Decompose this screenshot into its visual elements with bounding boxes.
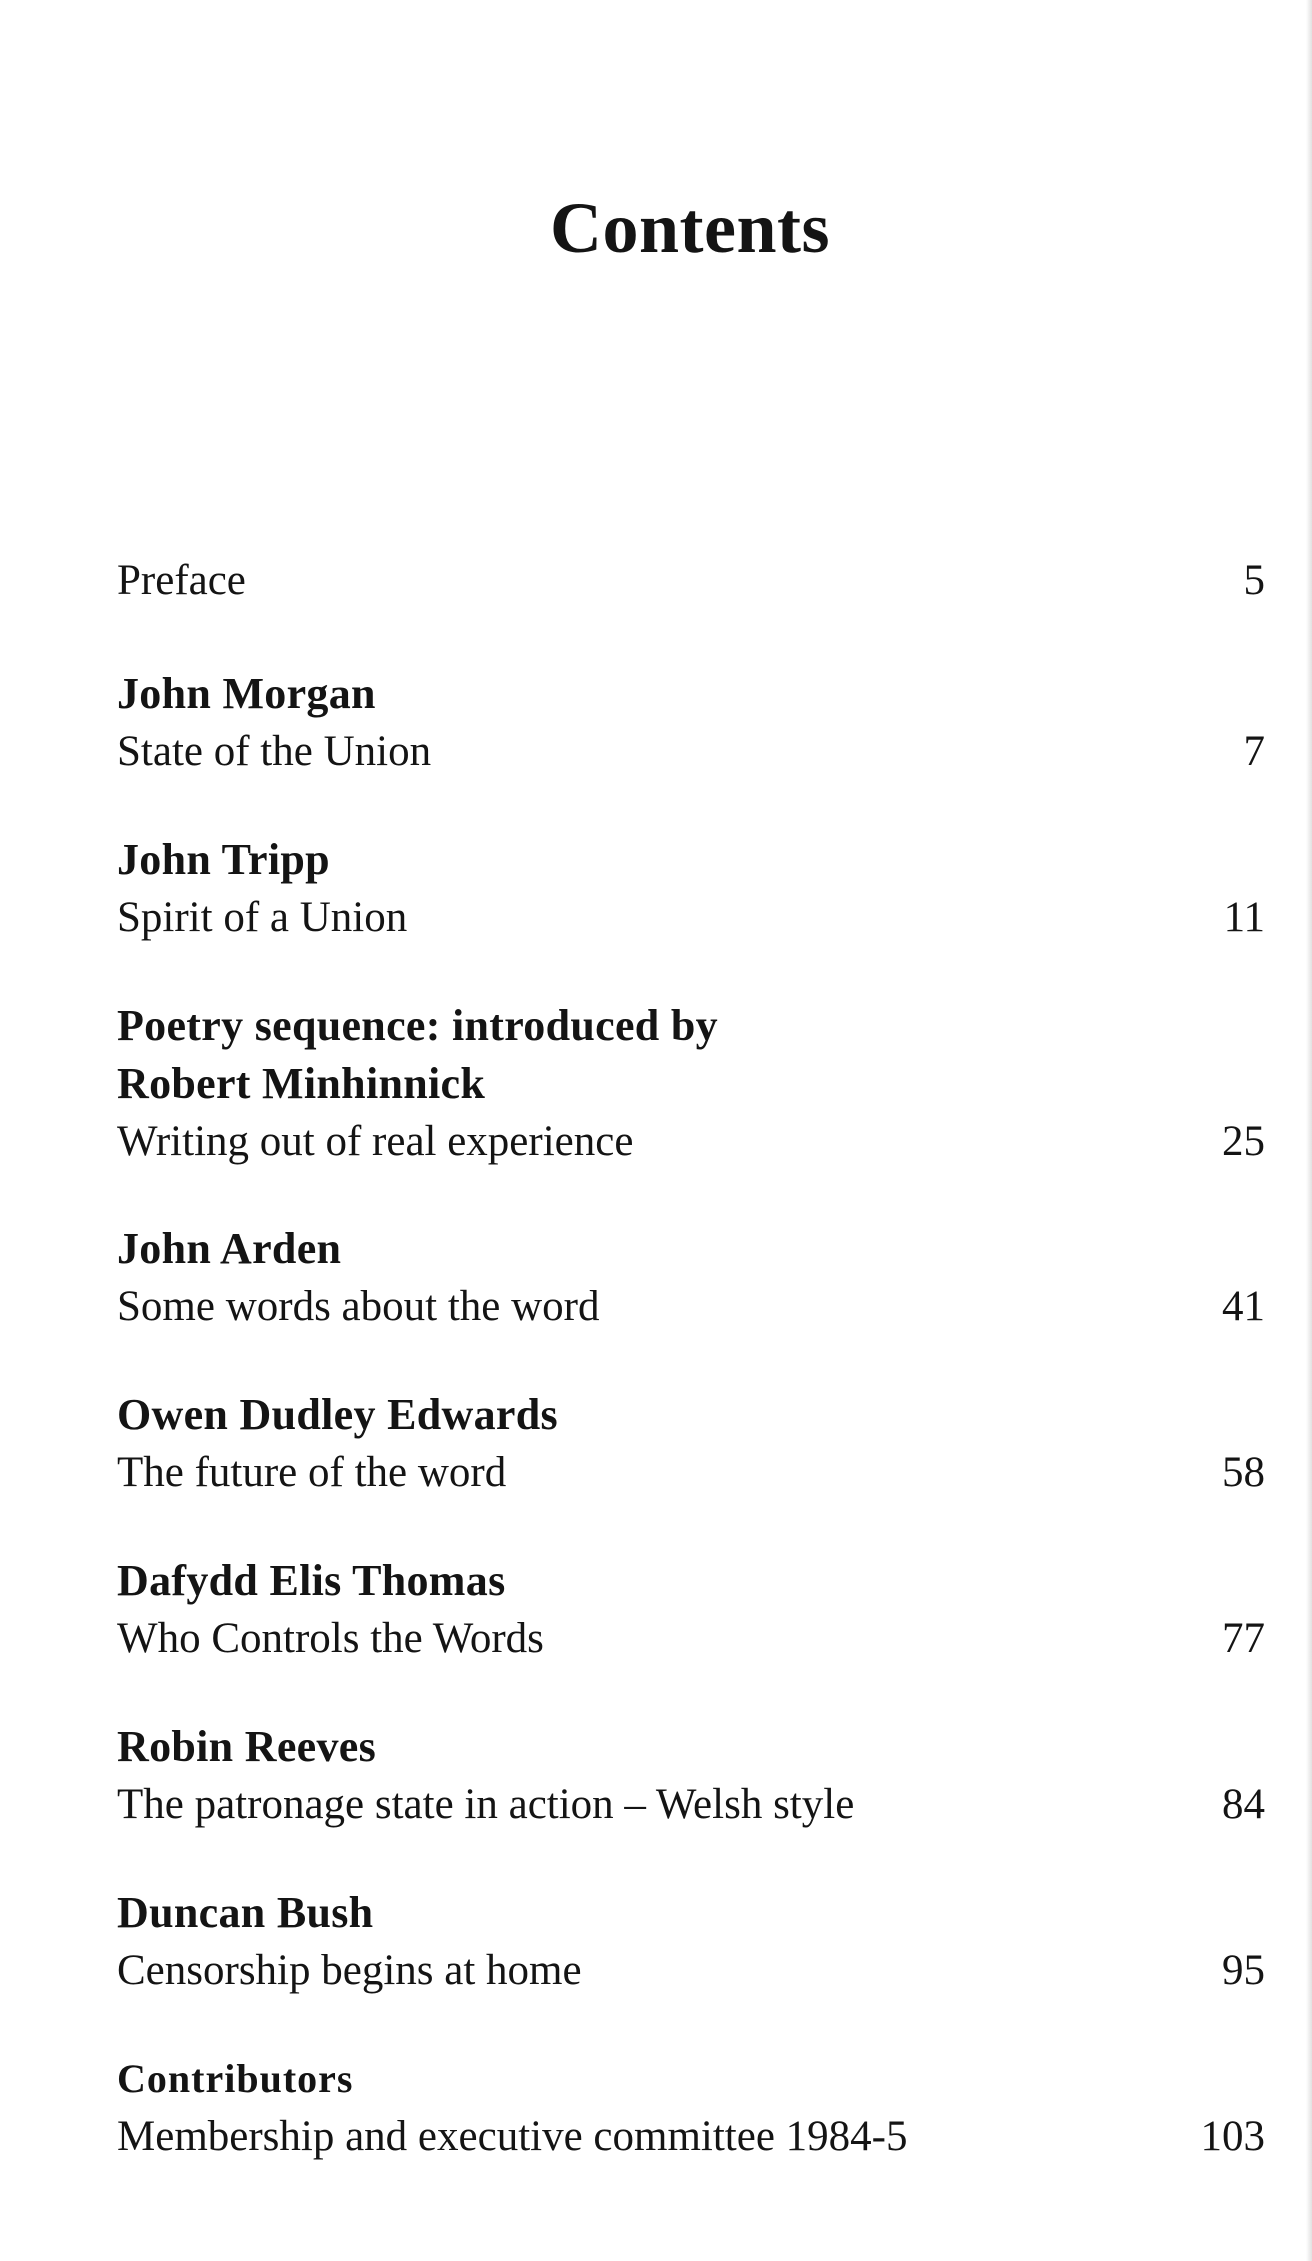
toc-row — [117, 1776, 1265, 1834]
toc-entry-contributors — [117, 2050, 1265, 2166]
toc-entry-title: Preface — [117, 557, 246, 604]
toc-author: Owen Dudley Edwards — [117, 1390, 558, 1439]
toc-entry-poetry-sequence — [117, 997, 1265, 1171]
toc-author: Poetry sequence: introduced by — [117, 1001, 718, 1050]
toc-row — [117, 889, 1265, 947]
toc-row — [117, 552, 1265, 610]
toc-page-number: 77 — [1222, 1615, 1265, 1662]
toc-entry-title: Spirit of a Union — [117, 894, 408, 941]
toc-row — [117, 1942, 1265, 2000]
toc-row — [117, 1610, 1265, 1668]
toc-author: John Arden — [117, 1224, 342, 1273]
toc-page-number: 5 — [1243, 557, 1265, 604]
toc-entry-title: The patronage state in action – Welsh style — [117, 1781, 855, 1828]
toc-row — [117, 723, 1265, 781]
toc-entry-john-tripp — [117, 831, 1265, 947]
toc-row — [117, 1278, 1265, 1336]
toc-page-number: 41 — [1222, 1283, 1265, 1330]
toc-page-number: 58 — [1222, 1449, 1265, 1496]
toc-entry-title: Membership and executive committee 1984-5 — [117, 2113, 908, 2160]
toc-entry-owen-dudley-edwards — [117, 1386, 1265, 1502]
toc-page-number: 84 — [1222, 1781, 1265, 1828]
toc-entry-dafydd-elis-thomas — [117, 1552, 1265, 1668]
toc-author: Robin Reeves — [117, 1722, 377, 1771]
toc-author: John Tripp — [117, 835, 330, 884]
toc-author: John Morgan — [117, 669, 376, 718]
toc-page-number: 11 — [1223, 894, 1265, 941]
toc-author: Robert Minhinnick — [117, 1059, 486, 1108]
toc-entry-title: The future of the word — [117, 1449, 507, 1496]
toc-entry-duncan-bush — [117, 1884, 1265, 2000]
page-title: Contents — [549, 188, 830, 268]
toc-author: Contributors — [117, 2056, 354, 2101]
toc-entry-title: State of the Union — [117, 728, 432, 775]
toc-entry-title: Censorship begins at home — [117, 1947, 582, 1994]
toc-entry-preface — [117, 552, 1265, 610]
toc-page-number: 95 — [1222, 1947, 1265, 1994]
toc-page-number: 7 — [1243, 728, 1265, 775]
toc-entry-title: Who Controls the Words — [117, 1615, 544, 1662]
toc-row — [117, 2108, 1265, 2166]
toc-page-number: 103 — [1200, 2113, 1265, 2160]
toc-page-number: 25 — [1222, 1118, 1265, 1165]
toc-author: Dafydd Elis Thomas — [117, 1556, 506, 1605]
toc-entry-john-arden — [117, 1220, 1265, 1336]
toc-author: Duncan Bush — [117, 1888, 374, 1937]
toc-entry-john-morgan — [117, 665, 1265, 781]
toc-entry-robin-reeves — [117, 1718, 1265, 1834]
page-edge-shadow — [1306, 0, 1312, 2261]
toc-entry-title: Some words about the word — [117, 1283, 600, 1330]
toc-entry-title: Writing out of real experience — [117, 1118, 634, 1165]
toc-row — [117, 1444, 1265, 1502]
toc-row — [117, 1113, 1265, 1171]
